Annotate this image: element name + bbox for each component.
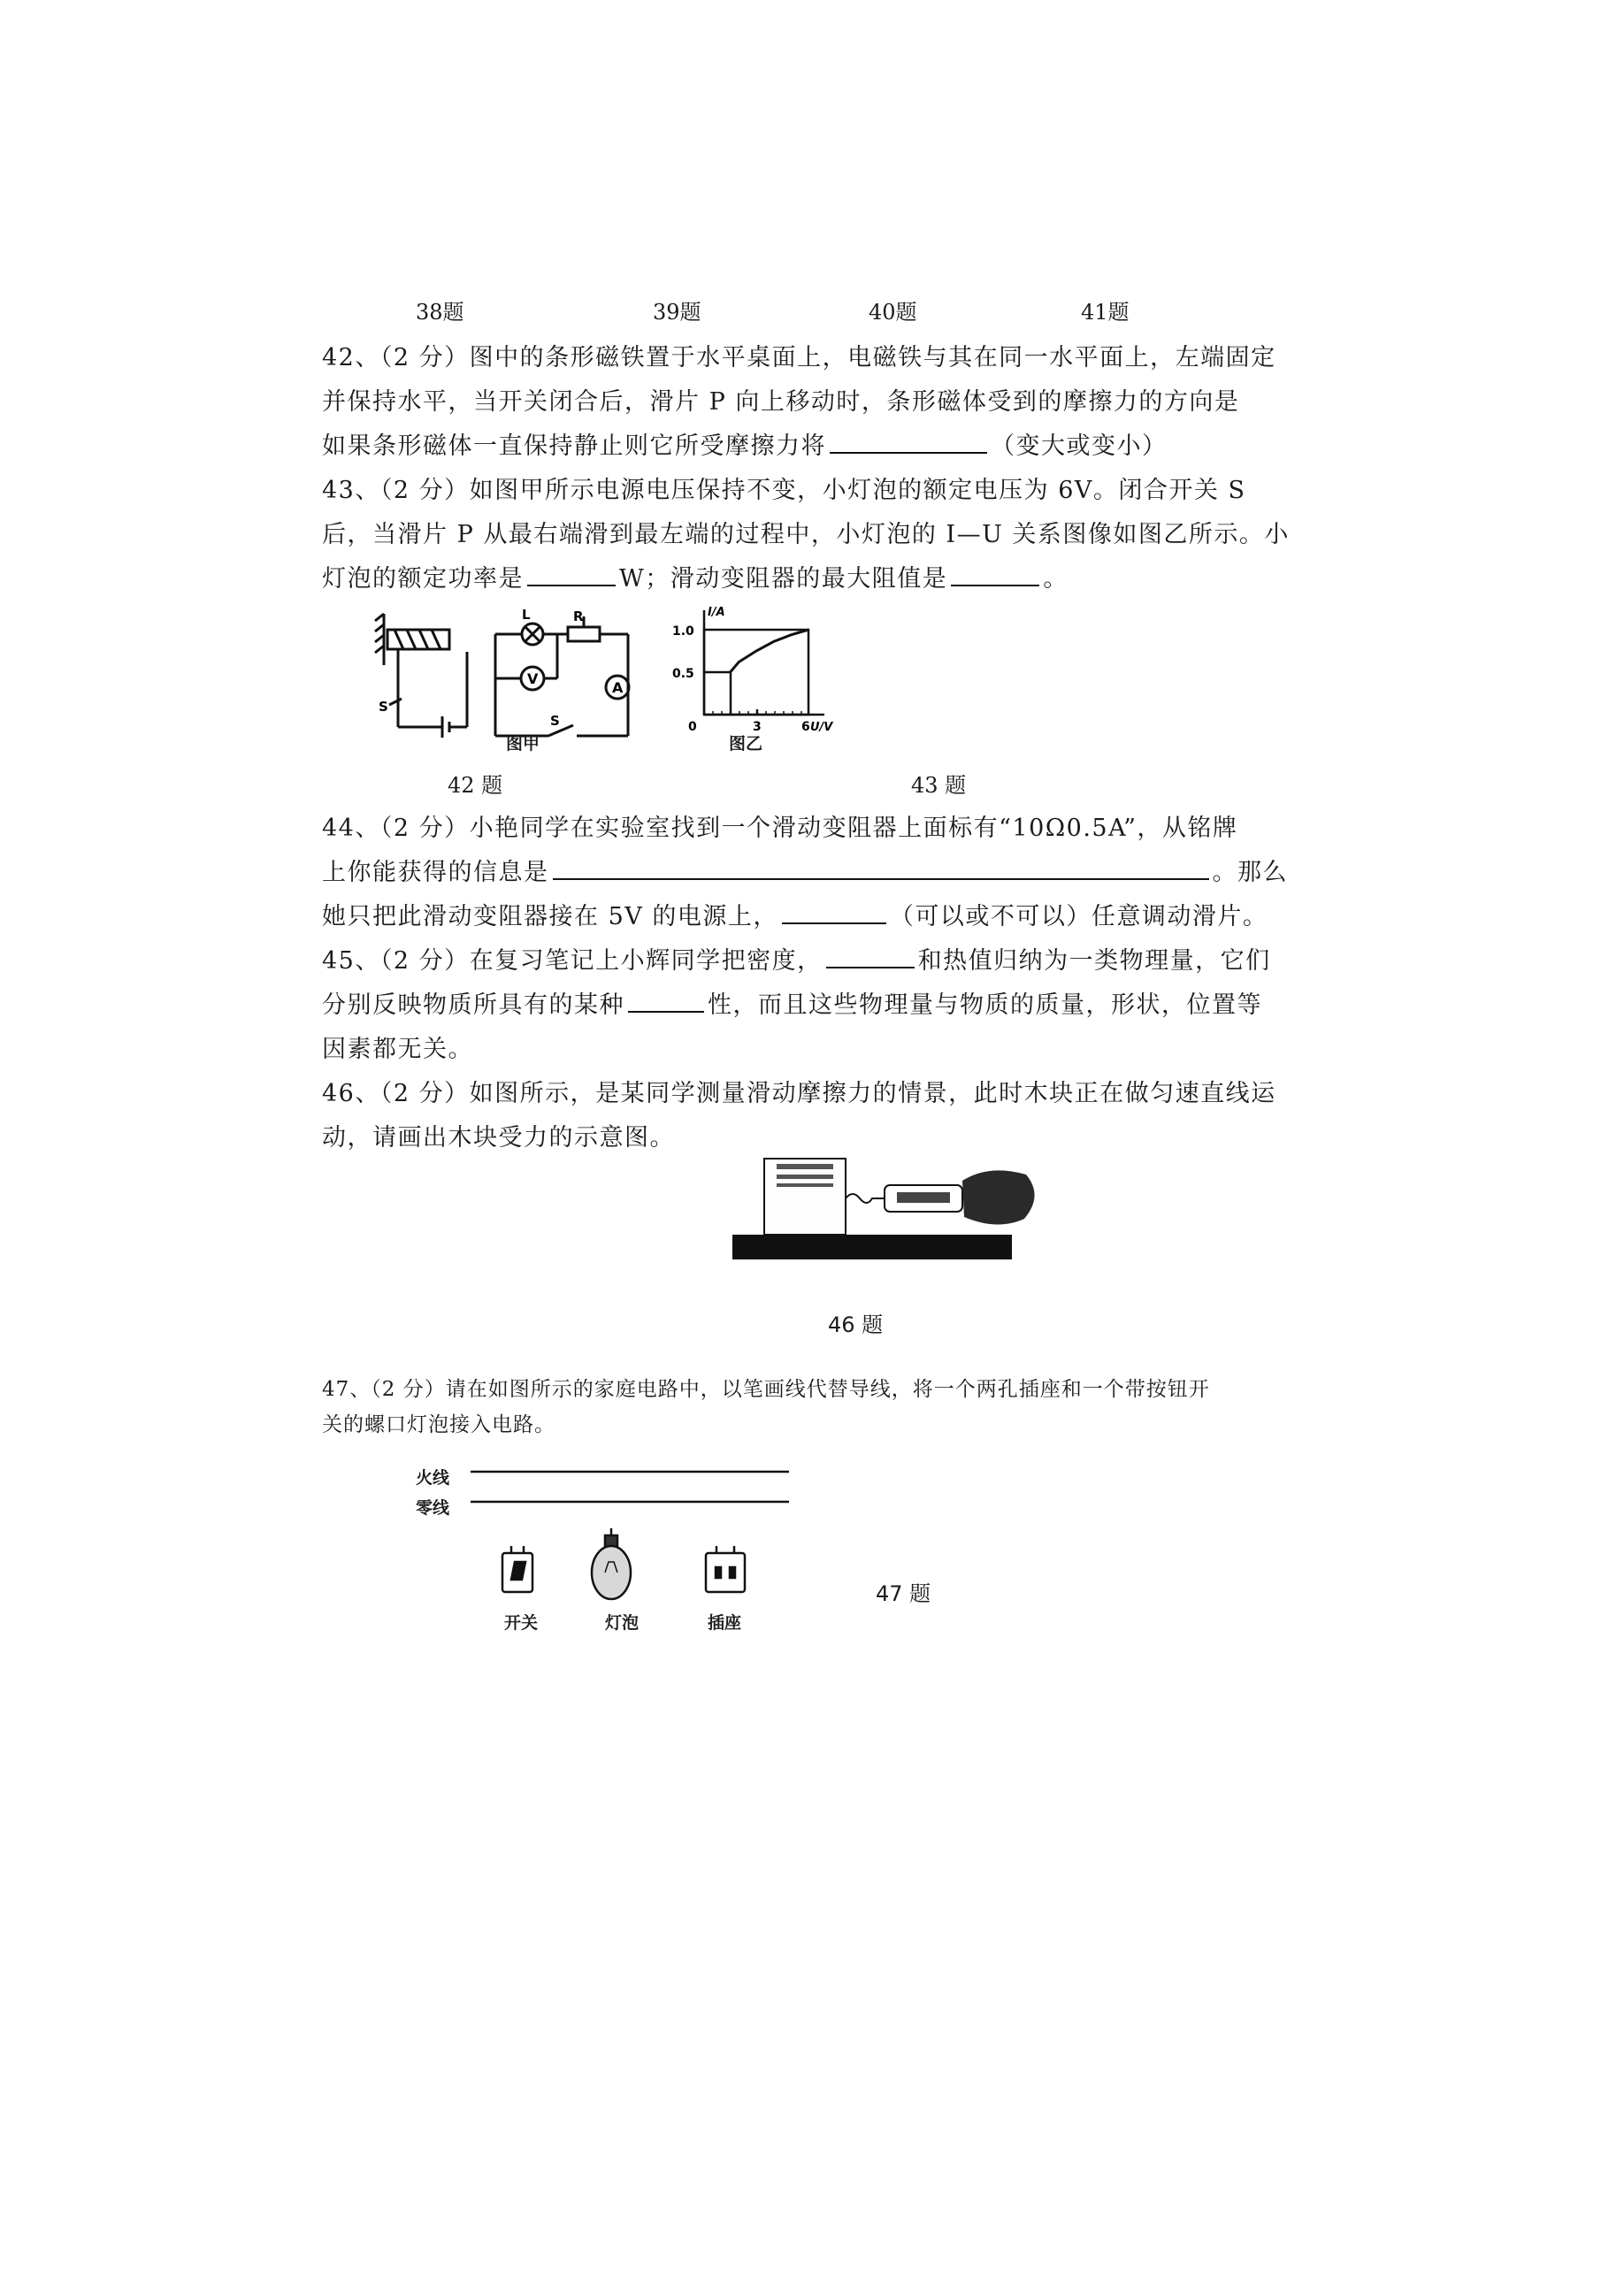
q44-line1: 44、（2 分）小艳同学在实验室找到一个滑动变阻器上面标有“10Ω0.5A”，从铭牌 (322, 815, 1238, 842)
q46-line2: 动，请画出木块受力的示意图。 (322, 1124, 675, 1152)
bulb-label: 灯泡 (605, 1613, 640, 1633)
q45-line1-tail: 和热值归纳为一类物理量，它们 (917, 947, 1271, 975)
q42-blank[interactable] (830, 450, 987, 454)
graph-ytick-05: 0.5 (672, 667, 694, 681)
q43-line3-tail: 。 (1043, 565, 1069, 593)
graph-xtick-6: 6 (801, 720, 810, 734)
q42-line3-tail: （变大或变小） (991, 432, 1168, 460)
graph-xtick-3: 3 (753, 720, 762, 734)
fig-label-38: 38题 (416, 300, 464, 325)
ammeter-label: A (612, 679, 624, 696)
q45-line2-text: 分别反映物质所具有的某种 (322, 991, 624, 1019)
q42-line3-text: 如果条形磁体一直保持静止则它所受摩擦力将 (322, 432, 826, 460)
fig-label-46: 46 题 (828, 1313, 884, 1337)
socket-icon (706, 1546, 745, 1592)
q43-blank-power[interactable] (527, 583, 616, 586)
q42-line3 (322, 426, 1168, 461)
switch-icon (502, 1546, 532, 1592)
q45-line1 (322, 941, 1271, 976)
q45-line2 (322, 985, 1262, 1020)
q42-line2: 并保持水平，当开关闭合后，滑片 P 向上移动时，条形磁体受到的摩擦力的方向是 (322, 388, 1240, 416)
q45-line3: 因素都无关。 (322, 1036, 473, 1063)
q44-blank-info[interactable] (553, 876, 1209, 880)
iu-curve (731, 630, 809, 672)
iu-graph-fig43 (669, 605, 833, 738)
caption-tujia: 图甲 (506, 734, 540, 754)
fig-label-47: 47 题 (876, 1581, 931, 1606)
fig-label-42: 42 题 (448, 773, 503, 798)
q44-line2-text: 上你能获得的信息是 (322, 859, 549, 886)
voltmeter-label: V (527, 670, 539, 687)
q47-line2: 关的螺口灯泡接入电路。 (322, 1413, 555, 1436)
q43-line3-text: 灯泡的额定功率是 (322, 565, 524, 593)
caption-tuyi: 图乙 (729, 734, 763, 754)
table-surface (732, 1235, 1012, 1259)
switch-label-left: S (379, 699, 388, 715)
q45-line2-tail: 性，而且这些物理量与物质的质量，形状，位置等 (708, 991, 1262, 1019)
q45-blank-quantity[interactable] (826, 965, 915, 968)
hand-icon (962, 1170, 1035, 1224)
neutral-wire-label: 零线 (416, 1498, 450, 1518)
graph-ytick-1: 1.0 (672, 624, 694, 639)
graph-xlabel: U/V (810, 721, 833, 734)
q43-line1: 43、（2 分）如图甲所示电源电压保持不变，小灯泡的额定电压为 6V。闭合开关 S (322, 477, 1246, 504)
wooden-block (764, 1159, 846, 1235)
q43-line3-mid: W；滑动变阻器的最大阻值是 (619, 565, 948, 593)
q44-line3 (322, 897, 1268, 931)
q44-blank-can[interactable] (782, 921, 886, 924)
q44-line2-tail: 。那么 (1212, 859, 1288, 886)
live-wire-label: 火线 (416, 1468, 450, 1488)
q44-line3-text: 她只把此滑动变阻器接在 5V 的电源上， (322, 903, 778, 930)
q47-line1: 47、（2 分）请在如图所示的家庭电路中，以笔画线代替导线，将一个两孔插座和一个带按钮开 (322, 1378, 1210, 1401)
fig-label-39: 39题 (653, 300, 701, 325)
switch-label-right: S (550, 713, 560, 729)
q44-line3-tail: （可以或不可以）任意调动滑片。 (889, 903, 1268, 930)
graph-xtick-0: 0 (688, 720, 697, 734)
circuit-diagram-fig42 (372, 603, 637, 754)
q45-line1-text: 45、（2 分）在复习笔记上小辉同学把密度， (322, 947, 823, 975)
q43-line2: 后，当滑片 P 从最右端滑到最左端的过程中，小灯泡的 I—U 关系图像如图乙所示。小 (322, 521, 1290, 548)
fig-label-43: 43 题 (911, 773, 967, 798)
switch-label: 开关 (504, 1613, 539, 1633)
socket-label: 插座 (708, 1613, 742, 1633)
circuit-label-l: L (522, 607, 531, 623)
graph-ylabel: I/A (708, 606, 725, 619)
fig-label-41: 41题 (1081, 300, 1130, 325)
bulb-icon (592, 1528, 631, 1599)
fig-label-40: 40题 (869, 300, 917, 325)
q43-blank-resistance[interactable] (951, 583, 1039, 586)
circuit-label-r: R (573, 608, 584, 624)
q46-line1: 46、（2 分）如图所示，是某同学测量滑动摩擦力的情景，此时木块正在做匀速直线运 (322, 1080, 1276, 1107)
friction-experiment-figure (732, 1150, 1044, 1265)
q42-line1: 42、（2 分）图中的条形磁铁置于水平桌面上，电磁铁与其在同一水平面上，左端固定 (322, 344, 1276, 371)
q45-blank-property[interactable] (628, 1009, 704, 1013)
q43-line3 (322, 559, 1069, 593)
q44-line2 (322, 853, 1288, 887)
